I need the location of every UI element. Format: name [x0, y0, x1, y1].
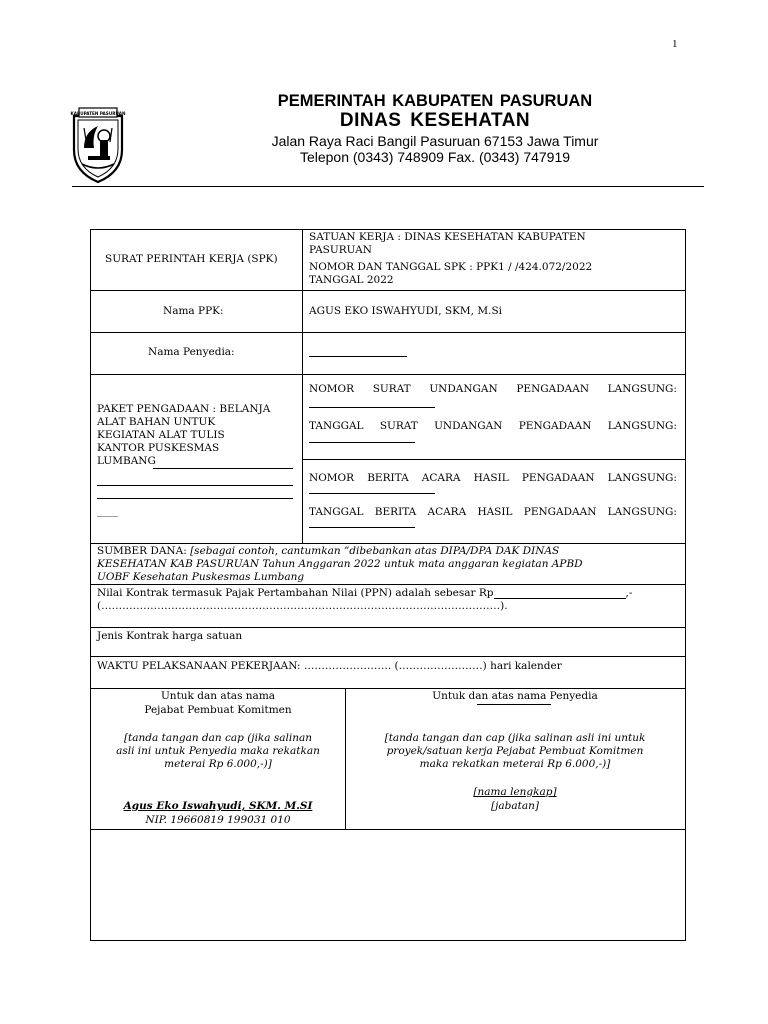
row-divider: [91, 374, 685, 375]
paket-line2: ALAT BAHAN UNTUK: [97, 416, 216, 428]
satuan-kerja-line2: PASURUAN: [309, 244, 372, 256]
paket-blank: [153, 468, 293, 469]
nomor-ba-blank[interactable]: [309, 493, 435, 494]
address: Jalan Raya Raci Bangil Pasuruan 67153 Jawa Timur: [271, 133, 599, 149]
tanggal-ba-blank[interactable]: [309, 527, 415, 528]
column-divider: [302, 230, 303, 543]
nomor-spk: NOMOR DAN TANGGAL SPK : PPK1 / /424.072/2022: [309, 261, 593, 273]
paket-blank: [97, 498, 293, 499]
sign-left-line1: Untuk dan atas nama: [160, 690, 276, 702]
spk-form: [90, 229, 686, 941]
paket-line8: ____: [97, 505, 118, 517]
paket-line4: KANTOR PUSKESMAS: [97, 442, 220, 454]
penyedia-jabatan: [jabatan]: [491, 800, 539, 812]
penyedia-label: Nama Penyedia:: [148, 346, 235, 358]
row-divider: [91, 688, 685, 689]
paket-line3: KEGIATAN ALAT TULIS: [97, 429, 225, 441]
sign-right-note2: proyek/satuan kerja Pejabat Pembuat Komitmen: [386, 745, 644, 757]
paket-blank: [97, 485, 293, 486]
row-divider: [91, 627, 685, 628]
sumber-dana-line1: [sebagai contoh, cantumkan ”dibebankan atas DIPA/DPA DAK DINAS: [190, 545, 560, 557]
department-name: DINAS KESEHATAN: [339, 110, 531, 131]
ppk-signatory-name: Agus Eko Iswahyudi, SKM. M.SI: [123, 800, 313, 812]
sign-right-note3: maka rekatkan meterai Rp 6.000,-)]: [419, 758, 611, 770]
nomor-undangan-blank[interactable]: [309, 407, 435, 408]
spk-title: SURAT PERINTAH KERJA (SPK): [105, 253, 278, 265]
sign-left-note1: [tanda tangan dan cap (jika salinan: [123, 732, 313, 744]
phone-fax: Telepon (0343) 748909 Fax. (0343) 747919: [299, 149, 571, 165]
ppk-nip: NIP. 19660819 199031 010: [145, 814, 291, 826]
sign-right-line1: Untuk dan atas nama Penyedia: [432, 690, 598, 702]
sign-left-note2: asli ini untuk Penyedia maka rekatkan: [116, 745, 320, 757]
row-divider: [91, 656, 685, 657]
ppk-value: AGUS EKO ISWAHYUDI, SKM, M.Si: [309, 305, 502, 317]
letterhead-rule: [72, 186, 704, 187]
paket-line5: LUMBANG: [97, 455, 156, 467]
ppk-label: Nama PPK:: [163, 305, 224, 317]
nilai-kontrak-terbilang: (……………………………………………………………………………………………………).: [97, 600, 508, 612]
penyedia-blank[interactable]: [309, 356, 407, 357]
penyedia-nama-lengkap: [nama lengkap]: [473, 786, 557, 798]
row-divider: [91, 332, 685, 333]
tanggal-spk: TANGGAL 2022: [309, 274, 394, 286]
sign-left-note3: meterai Rp 6.000,-)]: [164, 758, 272, 770]
tanggal-undangan-blank[interactable]: [309, 442, 415, 443]
row-divider: [91, 290, 685, 291]
government-name: PEMERINTAH KABUPATEN PASURUAN: [277, 92, 593, 110]
paket-line1: PAKET PENGADAAN : BELANJA: [97, 403, 271, 415]
row-divider: [91, 829, 685, 830]
row-divider: [302, 459, 685, 460]
sign-right-note1: [tanda tangan dan cap (jika salinan asli ini untuk: [384, 732, 646, 744]
waktu-pelaksanaan: WAKTU PELAKSANAAN PEKERJAAN: ……………………. (……………………) hari kalender: [97, 660, 562, 672]
nilai-kontrak-blank: [494, 587, 626, 599]
penyedia-name-blank[interactable]: [477, 704, 551, 705]
sumber-dana: [97, 545, 559, 558]
sumber-dana-line2: KESEHATAN KAB PASURUAN Tahun Anggaran 2022 untuk mata anggaran kegiatan APBD: [97, 558, 583, 570]
jenis-kontrak: Jenis Kontrak harga satuan: [97, 630, 243, 642]
nomor-berita-acara: NOMOR BERITA ACARA HASIL PENGADAAN LANGSUNG:: [309, 472, 677, 484]
nomor-surat-undangan: NOMOR SURAT UNDANGAN PENGADAAN LANGSUNG:: [309, 383, 677, 395]
row-divider: [91, 584, 685, 585]
tanggal-berita-acara: TANGGAL BERITA ACARA HASIL PENGADAAN LANGSUNG:: [309, 506, 677, 518]
page-number: 1: [672, 38, 678, 50]
sign-left-line2: Pejabat Pembuat Komitmen: [144, 704, 292, 716]
sumber-dana-label: SUMBER DANA:: [97, 545, 187, 557]
satuan-kerja-line1: SATUAN KERJA : DINAS KESEHATAN KABUPATEN: [309, 231, 586, 243]
kabupaten-pasuruan-emblem: [70, 106, 126, 184]
emblem-label: KABUPATEN PASURUAN: [70, 111, 126, 116]
row-divider: [91, 543, 685, 544]
sumber-dana-line3: UOBF Kesehatan Puskesmas Lumbang: [97, 571, 305, 583]
tanggal-surat-undangan: TANGGAL SURAT UNDANGAN PENGADAAN LANGSUNG:: [309, 420, 677, 432]
nilai-kontrak: Nilai Kontrak termasuk Pajak Pertambahan Nilai (PPN) adalah sebesar Rp ,-: [97, 587, 633, 599]
